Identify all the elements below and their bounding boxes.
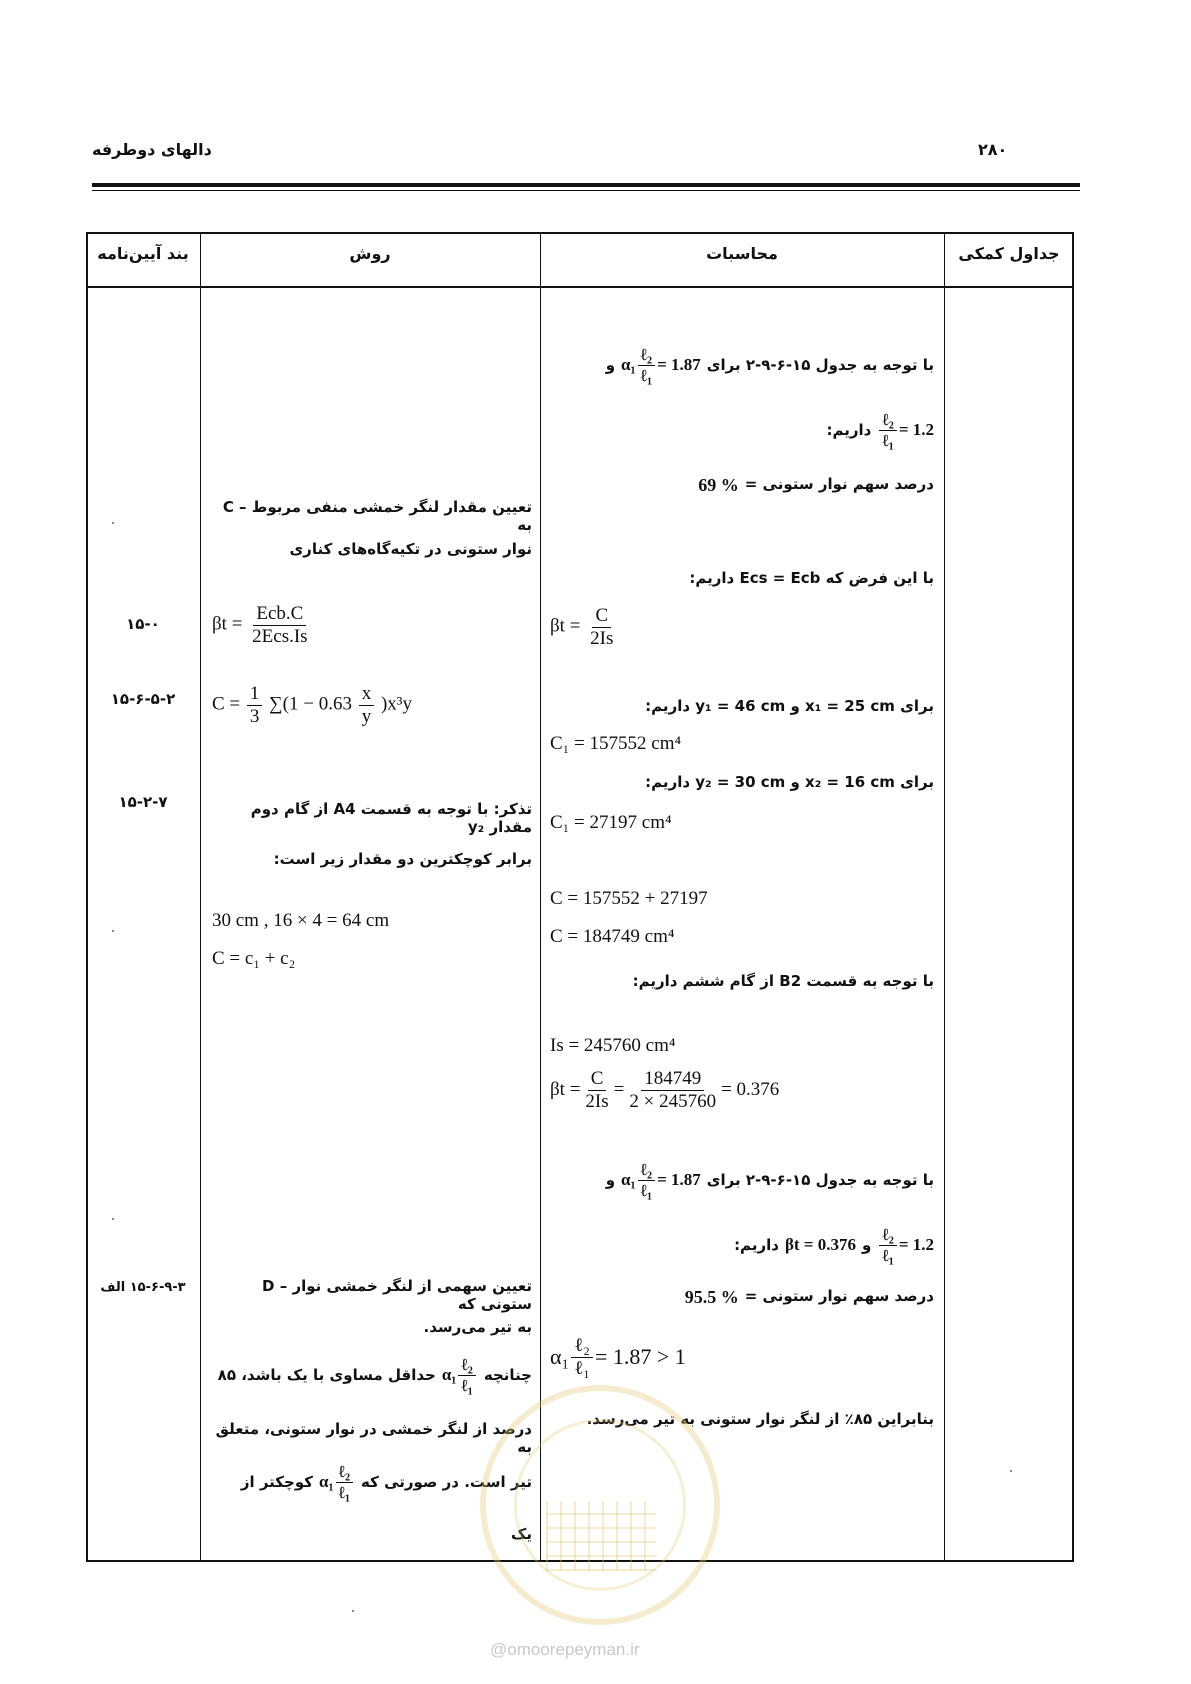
method-d-title: D – تعیین سهمی از لنگر خمشی نوار ستونی که xyxy=(262,1277,532,1313)
header-rule xyxy=(92,183,1080,187)
method-note: تذکر: با توجه به قسمت A4 از گام دوم مقدار y₂ xyxy=(250,800,532,836)
scan-speck xyxy=(112,522,114,524)
calc-table-ref-1: با توجه به جدول ۱۵-۶-۹-۲ برای α₁ $\frac{\text{ℓ₂}}{\text{ℓ₁}}$ = 1.87 و xyxy=(605,345,934,385)
method-c-title: C – تعیین مقدار لنگر خمشی منفی مربوط به xyxy=(222,498,532,534)
column-header-code-clause: بند آیین‌نامه xyxy=(97,244,189,263)
method-c-title-cont: نوار ستونی در تکیه‌گاه‌های کناری xyxy=(289,540,532,558)
scan-speck xyxy=(1010,1470,1012,1472)
clause-ref: ۱۵-۲-۷ xyxy=(118,793,168,811)
calc-beta-result: βt = $\frac{C}{2Is}$ = $\frac{184749}{2 \times 245760}$ = 0.376 xyxy=(550,1068,780,1112)
page-number: ۲۸۰ xyxy=(978,140,1008,159)
calc-is-value: Is = 245760 cm⁴ xyxy=(550,1035,676,1056)
calc-for-x2-y2: برای x₂ = 16 cm و y₂ = 30 cm داریم: xyxy=(645,773,934,791)
calc-for-x1-y1: برای x₁ = 25 cm و y₁ = 46 cm داریم: xyxy=(645,697,934,715)
publisher-stamp xyxy=(480,1385,720,1625)
scan-speck xyxy=(112,930,114,932)
calc-beta-formula: βt = $\frac{C}{2Is}$ xyxy=(550,605,614,649)
beta-formula: βt = $\frac{\text{Ecb.C}}{\text{2Ecs.Is}}$ xyxy=(212,603,308,647)
method-note-cont: برابر کوچکترین دو مقدار زیر است: xyxy=(273,850,532,868)
calc-conclusion: بنابراین ۸۵٪ از لنگر نوار ستونی به تیر می‌رسد. xyxy=(586,1410,934,1428)
calc-assumption: با این فرض که Ecs = Ecb داریم: xyxy=(689,569,934,587)
calc-column-strip-share-69: درصد سهم نوار ستونی = 69 % xyxy=(698,475,934,495)
calc-c1-value: C₁ = 157552 cm⁴ xyxy=(550,733,682,754)
column-divider xyxy=(200,232,201,1562)
scan-speck xyxy=(352,1610,354,1612)
column-divider xyxy=(540,232,541,1562)
torsion-constant-formula: C = $\frac{1}{3}$ ∑(1 − 0.63 $\frac{x}{y}$ )x³y xyxy=(212,683,413,727)
chapter-title: دالهای دوطرفه xyxy=(92,140,212,159)
clause-ref: ۱۵-۶-۵-۲ xyxy=(110,690,176,708)
method-d-text-line3: تیر است. در صورتی که α₁ $\frac{\text{ℓ₂}}{\text{ℓ₁}}$ کوچکتر از xyxy=(240,1462,532,1502)
clause-ref: ۱۵-۶-۹-۳ الف xyxy=(100,1280,186,1295)
watermark-text: @omoorepeyman.ir xyxy=(490,1640,640,1659)
method-d-text-line2: درصد از لنگر خمشی در نوار ستونی، متعلق به xyxy=(215,1420,532,1456)
calc-table-ref-2: با توجه به جدول ۱۵-۶-۹-۲ برای α₁ $\frac{\text{ℓ₂}}{\text{ℓ₁}}$ = 1.87 و xyxy=(605,1160,934,1200)
scan-speck xyxy=(112,1218,114,1220)
method-d-text-line1: چنانچه α₁ $\frac{\text{ℓ₂}}{\text{ℓ₁}}$ حداقل مساوی با یک باشد، ۸۵ xyxy=(217,1355,532,1395)
method-d-text-line4: یک xyxy=(511,1525,532,1543)
header-row-divider xyxy=(86,286,1074,288)
c-sum-formula: C = c₁ + c₂ xyxy=(212,948,296,969)
method-d-title-cont: به تیر می‌رسد. xyxy=(423,1318,532,1336)
clause-ref: ۱۵-۰ xyxy=(126,615,160,633)
calc-c-sum: C = 157552 + 27197 xyxy=(550,888,708,909)
calc-c2-value: C₁ = 27197 cm⁴ xyxy=(550,812,672,833)
column-header-method: روش xyxy=(349,244,391,263)
calc-c-total: C = 184749 cm⁴ xyxy=(550,926,675,947)
calc-column-strip-share-95: درصد سهم نوار ستونی = 95.5 % xyxy=(684,1287,934,1307)
calc-ratio-line-2: $\frac{\text{ℓ₂}}{\text{ℓ₁}}$ = 1.2 و βt = 0.376 داریم: xyxy=(734,1225,934,1265)
column-header-aux-tables: جداول کمکی xyxy=(958,244,1060,263)
column-header-calculations: محاسبات xyxy=(706,244,778,263)
column-divider xyxy=(944,232,945,1562)
calc-ratio-line-1: $\frac{\text{ℓ₂}}{\text{ℓ₁}}$ = 1.2 داریم: xyxy=(826,410,934,450)
header-rule-thin xyxy=(92,190,1080,191)
calc-inequality: α₁ $\frac{\text{ℓ₂}}{\text{ℓ₁}}$ = 1.87 > 1 xyxy=(550,1335,686,1379)
calc-b2-ref: با توجه به قسمت B2 از گام ششم داریم: xyxy=(632,972,934,990)
y2-candidate-values: 30 cm , 16 × 4 = 64 cm xyxy=(212,910,390,931)
